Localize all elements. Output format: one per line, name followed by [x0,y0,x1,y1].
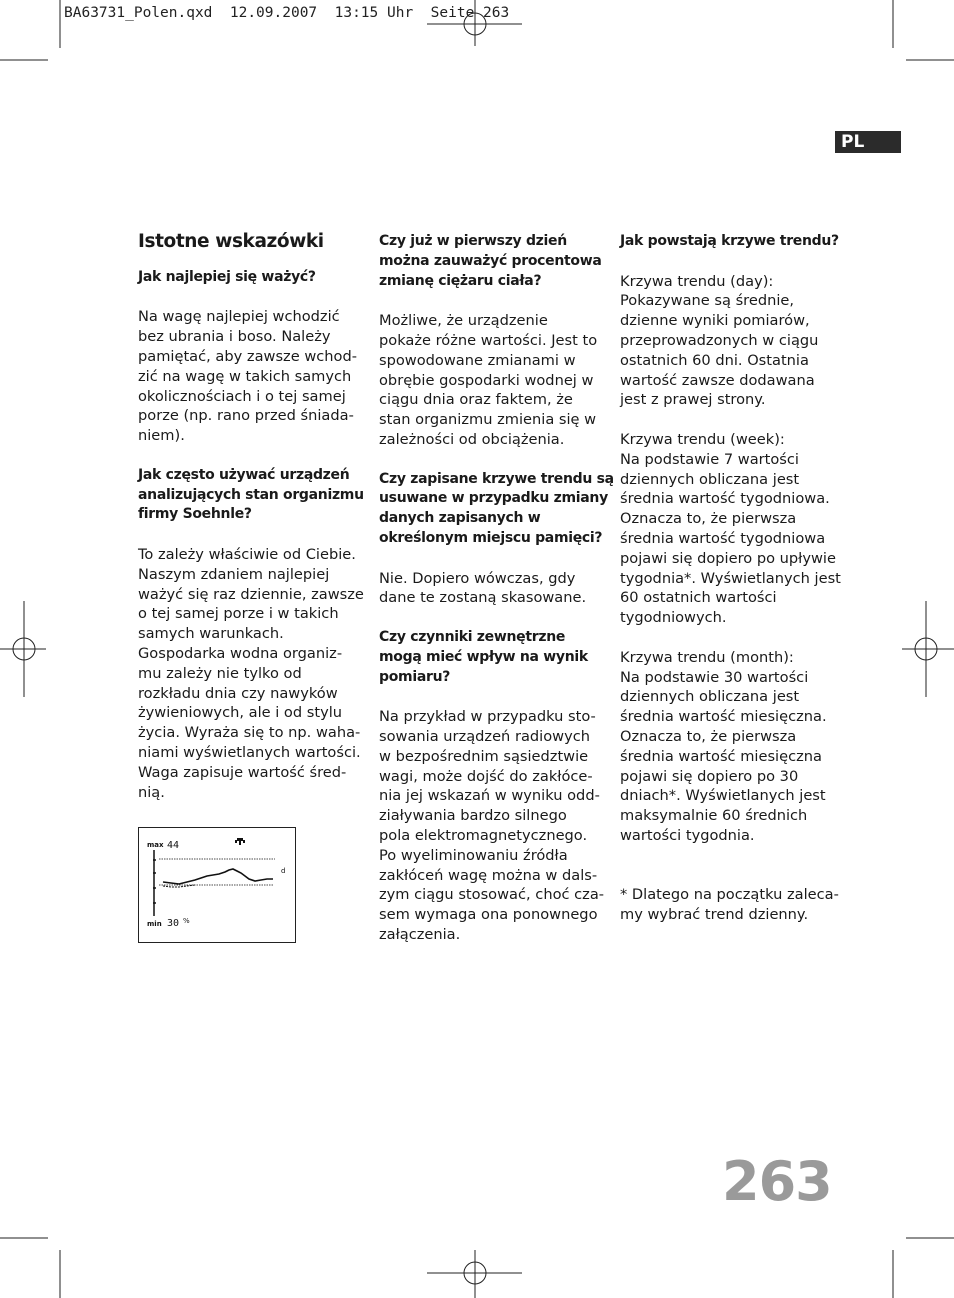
text-line: ostatnich 60 dni. Ostatnia [620,351,809,369]
trend-axis [153,850,156,916]
unit-label: % [183,917,190,925]
text-line: ciągu dnia oraz faktem, że [379,391,573,409]
text-line: średnia wartość miesięczna [620,747,822,765]
text-line: pojawi się dopiero po 30 [620,767,799,785]
text-line: pola elektromagnetycznego. [379,826,588,844]
answer-1 [138,307,358,446]
text-line: Krzywa trendu (week): [620,430,785,448]
text-line: średnia wartość tygodniowa. [620,490,830,508]
text-line: Gospodarka wodna organiz- [138,644,343,662]
text-line: zmianę ciężaru ciała? [379,272,542,289]
text-line: pojawi się dopiero po upływie [620,549,836,567]
min-value: 30 [167,918,180,929]
text-line: danych zapisanych w [379,510,541,527]
text-line: średnia wartość miesięczna. [620,708,827,726]
question-1 [379,232,602,291]
text-line: niem). [138,427,185,445]
text-line: tygodnia*. Wyświetlanych jest [620,569,841,587]
question-1: Jak najlepiej się ważyć? [138,268,316,285]
text-line: Na wagę najlepiej wchodzić [138,308,340,326]
text-line: Czy już w pierwszy dzień [379,233,567,249]
trend-day-paragraph [620,272,840,411]
text-line: Czy czynniki zewnętrzne [379,628,566,645]
text-line: * Dlatego na początku zaleca- [620,886,839,904]
text-line: średnia wartość tygodniowa [620,529,826,547]
text-line: spowodowane zmianami w [379,351,576,369]
text-line: Krzywa trendu (day): [620,272,774,290]
text-line: można zauważyć procentowa [379,252,602,269]
text-line: stan organizmu zmienia się w [379,411,597,429]
text-line: wartości tygodnia. [620,826,755,844]
text-line: wartość zawsze dodawana [620,371,815,389]
text-line: mu zależy nie tylko od [138,664,302,682]
text-line: żywieniowych, ale i od stylu [138,704,343,722]
column-2 [379,232,614,964]
text-line: przeprowadzonych w ciągu [620,331,819,349]
text-line: o tej samej porze i w takich [138,605,339,623]
section-title: Istotne wskazówki [138,231,324,252]
text-line: maksymalnie 60 średnich [620,807,808,825]
trend-week-paragraph [620,430,840,628]
page-number: 263 [722,1150,832,1213]
text-line: zić na wagę w takich samych [138,367,352,385]
text-line: Możliwe, że urządzenie [379,312,548,330]
text-line: Waga zapisuje wartość śred- [138,763,347,781]
text-line: nią. [138,783,165,801]
text-line: Na podstawie 7 wartości [620,450,799,468]
footnote [620,885,840,925]
question-3 [379,628,599,687]
text-line: ziaływania bardzo silnego [379,807,567,825]
text-line: Pokazywane są średnie, [620,292,795,310]
text-line: zależności od obciążenia. [379,430,565,448]
text-line: obrębie gospodarki wodnej w [379,371,594,389]
trend-month-paragraph [620,648,840,846]
text-line: dziennych obliczana jest [620,470,800,488]
question-2 [379,470,614,549]
max-value: 44 [167,840,180,851]
answer-2 [138,545,364,802]
answer-3 [379,707,605,945]
text-line: To zależy właściwie od Ciebie. [138,545,356,563]
text-line: mogą mieć wpływ na wynik [379,648,588,665]
text-line: Nie. Dopiero wówczas, gdy [379,569,576,587]
text-line: samych warunkach. [138,625,284,643]
text-line: 60 ostatnich wartości [620,589,777,607]
period-label: d [281,867,286,875]
column-3 [620,232,840,945]
language-tab: PL [835,131,901,153]
text-line: sem wymaga ona ponownego [379,906,598,924]
text-line: dane te zostaną skasowane. [379,589,587,607]
text-line: Jak często używać urządzeń [138,466,350,483]
min-label: min [147,920,162,928]
text-line: Oznacza to, że pierwsza [620,510,797,528]
text-line: rozkładu dnia czy nawyków [138,684,338,702]
text-line: Czy zapisane krzywe trendu są [379,470,614,487]
text-line: dziennych obliczana jest [620,688,800,706]
text-line: zym ciągu stosować, choć cza- [379,886,605,904]
text-line: pomiaru? [379,668,451,685]
text-line: my wybrać trend dzienny. [620,906,809,924]
text-line: dzienne wyniki pomiarów, [620,312,810,330]
text-line: nia jej wskazań w wyniku odd- [379,787,600,805]
text-line: zakłóceń wagę można w dals- [379,866,598,884]
text-line: usuwane w przypadku zmiany [379,490,608,507]
text-line: określonym miejscu pamięci? [379,529,603,546]
text-line: tygodniowych. [620,609,727,627]
text-line: życia. Wyraża się to np. waha- [138,724,361,742]
text-line: ważyć się raz dziennie, zawsze [138,585,364,603]
text-line: analizujących stan organizmu [138,486,364,503]
answer-1 [379,311,599,450]
answer-2 [379,569,599,609]
text-line: jest z prawej strony. [620,391,766,409]
text-line: bez ubrania i boso. Należy [138,328,331,346]
text-line: Na przykład w przypadku sto- [379,708,596,726]
text-line: wagi, może dojść do zakłóce- [379,767,593,785]
text-line: dniach*. Wyświetlanych jest [620,787,826,805]
question-1: Jak powstają krzywe trendu? [620,233,839,249]
text-line: Po wyeliminowaniu źródła [379,846,568,864]
text-line: porze (np. rano przed śniada- [138,407,354,425]
person-scale-icon [235,838,245,845]
text-line: Oznacza to, że pierwsza [620,727,797,745]
text-line: Na podstawie 30 wartości [620,668,809,686]
text-line: okolicznościach i o tej samej [138,387,346,405]
text-line: sowania urządzeń radiowych [379,727,590,745]
trend-display-graphic [139,828,295,942]
text-line: pamiętać, aby zawsze wchod- [138,347,357,365]
text-line: niami wyświetlanych wartości. [138,743,361,761]
text-line: Naszym zdaniem najlepiej [138,565,330,583]
question-2 [138,466,364,525]
file-slug-header: BA63731_Polen.qxd 12.09.2007 13:15 Uhr Seite 263 [64,5,510,21]
column-1 [138,231,364,822]
trend-display-illustration [138,827,296,943]
text-line: w bezpośrednim sąsiedztwie [379,747,589,765]
trend-curve [163,869,273,884]
text-line: pokaże różne wartości. Jest to [379,331,598,349]
max-label: max [147,841,164,849]
text-line: firmy Soehnle? [138,506,252,523]
text-line: Krzywa trendu (month): [620,648,794,666]
text-line: załączenia. [379,925,461,943]
